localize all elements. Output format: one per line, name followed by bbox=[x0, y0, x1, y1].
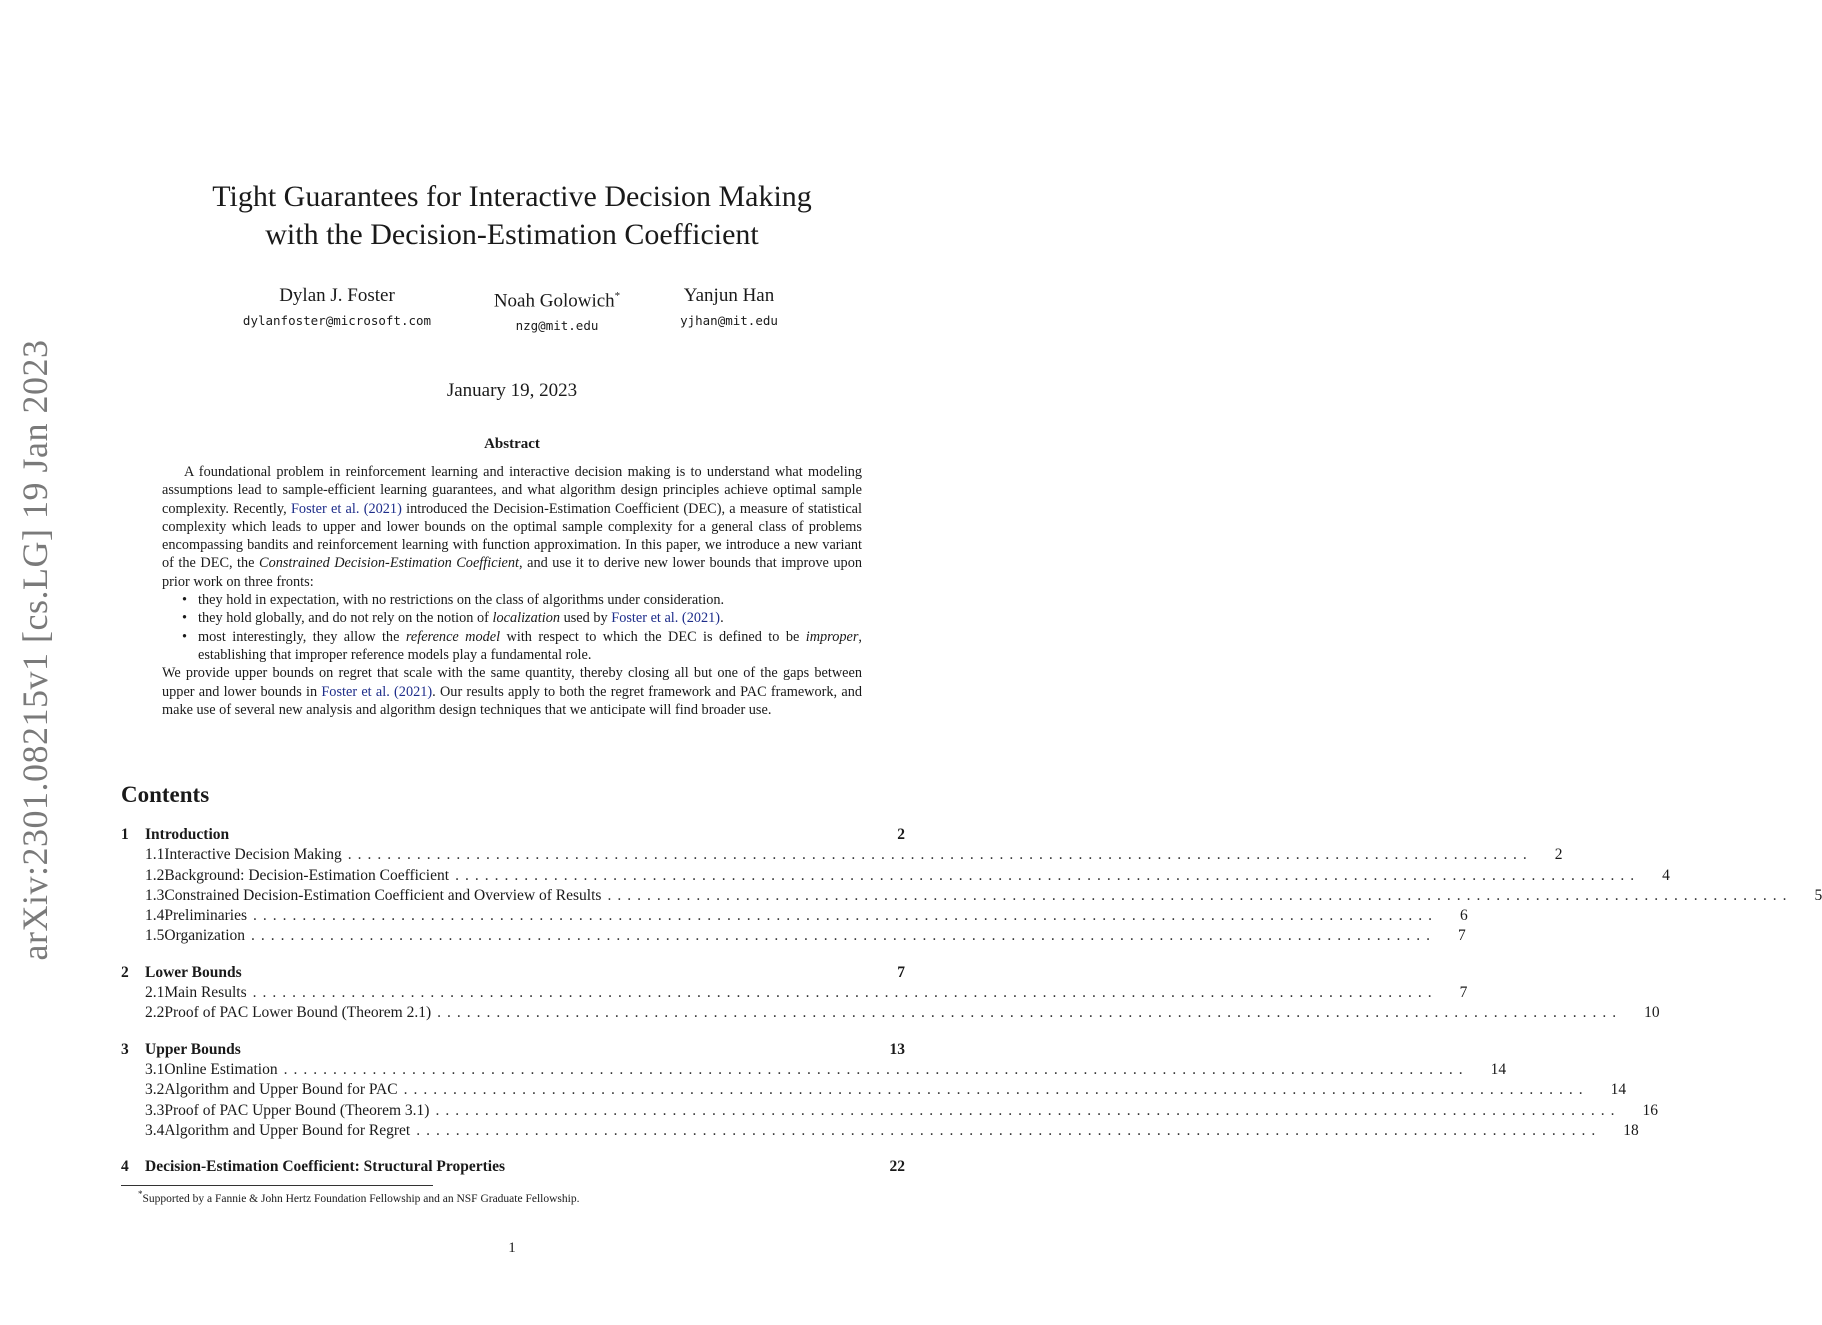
author-email: dylanfoster@microsoft.com bbox=[242, 313, 432, 328]
toc-subsection-title: Main Results bbox=[164, 984, 247, 1002]
toc-section-title: Introduction bbox=[145, 826, 230, 843]
text: A foundational problem in reinforcement learning and interactive decision making is to understand what modeling assumptions lead to sample-efficient learning guarantees, and what algorithm design principles achieve optimal sample complexity. Recently, bbox=[162, 464, 862, 517]
toc-subsection-number: 3.4 bbox=[145, 1121, 165, 1139]
citation-link[interactable]: Foster et al. (2021) bbox=[290, 500, 402, 517]
toc-leader-dots: ........................................................................................................................ bbox=[252, 984, 1438, 1002]
footnote-rule bbox=[121, 1185, 433, 1186]
toc-subsection-page: 18 bbox=[1623, 1121, 1639, 1139]
toc-subsection-page: 6 bbox=[1460, 907, 1468, 925]
text: with respect to which the DEC is defined to be bbox=[500, 628, 806, 645]
cite-name: Foster et al. bbox=[290, 500, 360, 517]
toc-section-number: 1 bbox=[121, 826, 129, 843]
toc-section-page: 2 bbox=[897, 826, 905, 843]
toc-section[interactable] bbox=[121, 825, 905, 845]
toc-subsection-title: Constrained Decision-Estimation Coefficient and Overview of Results bbox=[164, 886, 602, 904]
paper-date: January 19, 2023 bbox=[446, 380, 578, 401]
toc-subsection[interactable] bbox=[121, 886, 1822, 906]
toc-subsection-number: 1.2 bbox=[145, 866, 165, 884]
bullet-item bbox=[198, 591, 862, 609]
toc-leader-dots: ........................................................................................................................ bbox=[435, 1101, 1621, 1119]
toc-gap bbox=[121, 1024, 905, 1040]
abstract-bullets bbox=[162, 591, 862, 664]
footnote-mark[interactable]: * bbox=[614, 290, 621, 302]
abstract-paragraph-1 bbox=[162, 463, 862, 591]
toc-subsection-number: 3.3 bbox=[145, 1101, 165, 1119]
toc-subsection-number: 1.1 bbox=[145, 846, 165, 864]
toc-section-page: 13 bbox=[889, 1040, 905, 1058]
toc-subsection-title: Proof of PAC Upper Bound (Theorem 3.1) bbox=[164, 1101, 430, 1119]
cite-name: Foster et al. bbox=[321, 683, 390, 700]
paper-title bbox=[0, 178, 1024, 254]
text: they hold globally, and do not rely on the notion of bbox=[198, 610, 493, 627]
bullet-item: • they hold globally, and do not rely on the notion of localization used by Foster et al. (2021). bbox=[198, 609, 862, 627]
toc-subsection-title: Preliminaries bbox=[164, 907, 248, 925]
text: We provide upper bounds on regret that scale with the same quantity, thereby closing all but one of the gaps between upper and lower bounds in bbox=[162, 665, 862, 700]
author-name-text: Noah Golowich bbox=[493, 290, 615, 312]
toc-section-number: 2 bbox=[121, 963, 129, 981]
text: , and use it to derive new lower bounds that improve upon prior work on three fronts: bbox=[162, 555, 862, 590]
cite-year: 2021 bbox=[368, 500, 398, 517]
emphasis: improper bbox=[805, 628, 859, 645]
toc-subsection[interactable] bbox=[121, 926, 1466, 946]
toc-subsection[interactable] bbox=[121, 1080, 1627, 1100]
toc-subsection[interactable] bbox=[121, 983, 1468, 1003]
toc-gap bbox=[121, 1141, 905, 1157]
toc-subsection-page: 10 bbox=[1644, 1004, 1660, 1022]
toc-subsection-page: 14 bbox=[1610, 1081, 1627, 1099]
toc-leader-dots: ........................................................................................................................ bbox=[347, 846, 1533, 864]
toc-subsection-title: Algorithm and Upper Bound for Regret bbox=[164, 1121, 411, 1139]
contents-heading: Contents bbox=[121, 782, 210, 807]
toc-section-number: 4 bbox=[121, 1158, 129, 1176]
toc-leader-dots: ........................................................................................................................ bbox=[455, 866, 1641, 884]
page-number: 1 bbox=[508, 1240, 516, 1256]
toc-subsection[interactable] bbox=[121, 866, 1670, 886]
cite-year: 2021 bbox=[398, 683, 428, 700]
toc-subsection-page: 7 bbox=[1459, 984, 1468, 1002]
text: they hold in expectation, with no restrictions on the class of algorithms under consideration. bbox=[198, 592, 725, 609]
toc-section[interactable] bbox=[121, 1157, 905, 1177]
toc-subsection-title: Online Estimation bbox=[164, 1060, 278, 1078]
toc-subsection[interactable] bbox=[121, 1101, 1658, 1121]
author-email: yjhan@mit.edu bbox=[680, 313, 778, 328]
citation-link[interactable]: Foster et al. (2021) bbox=[611, 610, 721, 627]
author-email: nzg@mit.edu bbox=[515, 318, 599, 334]
text: introduced the Decision-Estimation Coefficient (DEC), a measure of statistical complexity which leads to upper and lower bounds on the optimal sample complexity for a general class of problems encompassing bandits and reinforcement learning with function approximation. In this paper, we introduce a new variant of the DEC, the bbox=[162, 500, 862, 572]
toc-subsection-number: 2.2 bbox=[145, 1004, 165, 1022]
text: , establishing that improper reference models play a fundamental role. bbox=[198, 628, 862, 663]
toc-subsection-page: 16 bbox=[1642, 1101, 1658, 1119]
toc-section-page: 7 bbox=[897, 963, 905, 981]
abstract-heading: Abstract bbox=[484, 436, 540, 452]
toc-subsection-page: 7 bbox=[1458, 927, 1466, 945]
toc-subsection[interactable] bbox=[121, 845, 1563, 865]
cite-year: 2021 bbox=[686, 610, 716, 627]
toc-subsection[interactable] bbox=[121, 906, 1468, 926]
toc-section[interactable] bbox=[121, 1040, 905, 1060]
footnote-text: Supported by a Fannie & John Hertz Foundation Fellowship and an NSF Graduate Fellowship. bbox=[142, 1192, 580, 1205]
bullet-item bbox=[198, 628, 862, 665]
abstract-body bbox=[162, 463, 862, 719]
author-name bbox=[599, 283, 859, 309]
arxiv-stamp: arXiv:2301.08215v1 [cs.LG] 19 Jan 2023 bbox=[15, 339, 55, 961]
text: most interestingly, they allow the bbox=[198, 628, 406, 645]
footnote bbox=[138, 1189, 579, 1205]
toc-section[interactable] bbox=[121, 963, 905, 983]
toc-subsection[interactable] bbox=[121, 1003, 1660, 1023]
title-line-1: Tight Guarantees for Interactive Decision Making bbox=[212, 180, 812, 213]
toc-section-number: 3 bbox=[121, 1040, 129, 1058]
abstract-paragraph-2 bbox=[162, 664, 862, 719]
toc-subsection[interactable] bbox=[121, 1121, 1639, 1141]
toc-section-title: Decision-Estimation Coefficient: Structural Properties bbox=[145, 1158, 506, 1176]
toc-subsection-number: 2.1 bbox=[145, 984, 165, 1002]
text: . Our results apply to both the regret framework and PAC framework, and make use of several new analysis and algorithm design techniques that we anticipate will find broader use. bbox=[162, 683, 863, 718]
toc-leader-dots: ........................................................................................................................ bbox=[437, 1004, 1623, 1022]
toc-subsection-title: Organization bbox=[164, 927, 246, 945]
toc-leader-dots: ........................................................................................................................ bbox=[607, 886, 1793, 904]
toc-section-page: 22 bbox=[889, 1158, 905, 1176]
toc-subsection-title: Interactive Decision Making bbox=[164, 846, 342, 864]
footnote-mark: * bbox=[138, 1189, 143, 1199]
toc-subsection-page: 14 bbox=[1490, 1060, 1507, 1078]
toc-subsection-page: 4 bbox=[1662, 866, 1670, 884]
text: used by bbox=[560, 610, 612, 627]
toc-subsection-number: 1.4 bbox=[145, 907, 165, 925]
table-of-contents bbox=[121, 825, 1822, 1177]
toc-subsection-page: 5 bbox=[1814, 886, 1822, 904]
toc-subsection-title: Proof of PAC Lower Bound (Theorem 2.1) bbox=[164, 1004, 432, 1022]
toc-gap bbox=[121, 947, 905, 963]
emphasis: reference model bbox=[405, 628, 501, 645]
author-name-text: Dylan J. Foster bbox=[279, 285, 395, 306]
toc-section-title: Upper Bounds bbox=[145, 1040, 241, 1058]
title-line-2: with the Decision-Estimation Coefficient bbox=[265, 218, 759, 251]
cite-name: Foster et al. bbox=[611, 610, 679, 627]
toc-subsection-number: 1.3 bbox=[145, 886, 165, 904]
toc-subsection-number: 3.2 bbox=[145, 1081, 165, 1099]
emphasis: localization bbox=[492, 610, 561, 627]
toc-subsection-title: Algorithm and Upper Bound for PAC bbox=[164, 1081, 398, 1099]
toc-leader-dots: ........................................................................................................................ bbox=[416, 1121, 1602, 1139]
author-name-text: Yanjun Han bbox=[683, 285, 775, 306]
toc-subsection-number: 1.5 bbox=[145, 927, 165, 945]
emphasis: Constrained Decision-Estimation Coefficient bbox=[259, 555, 520, 572]
toc-leader-dots: ........................................................................................................................ bbox=[253, 907, 1439, 925]
toc-subsection-page: 2 bbox=[1554, 846, 1563, 864]
author-3 bbox=[599, 283, 859, 333]
citation-link[interactable]: Foster et al. (2021) bbox=[321, 683, 433, 700]
toc-leader-dots: ........................................................................................................................ bbox=[251, 927, 1437, 945]
toc-subsection-number: 3.1 bbox=[145, 1060, 165, 1078]
toc-subsection-title: Background: Decision-Estimation Coefficient bbox=[164, 866, 450, 884]
toc-section-title: Lower Bounds bbox=[145, 963, 242, 981]
toc-subsection[interactable] bbox=[121, 1060, 1507, 1080]
toc-leader-dots: ........................................................................................................................ bbox=[283, 1060, 1469, 1078]
toc-leader-dots: ........................................................................................................................ bbox=[403, 1081, 1589, 1099]
